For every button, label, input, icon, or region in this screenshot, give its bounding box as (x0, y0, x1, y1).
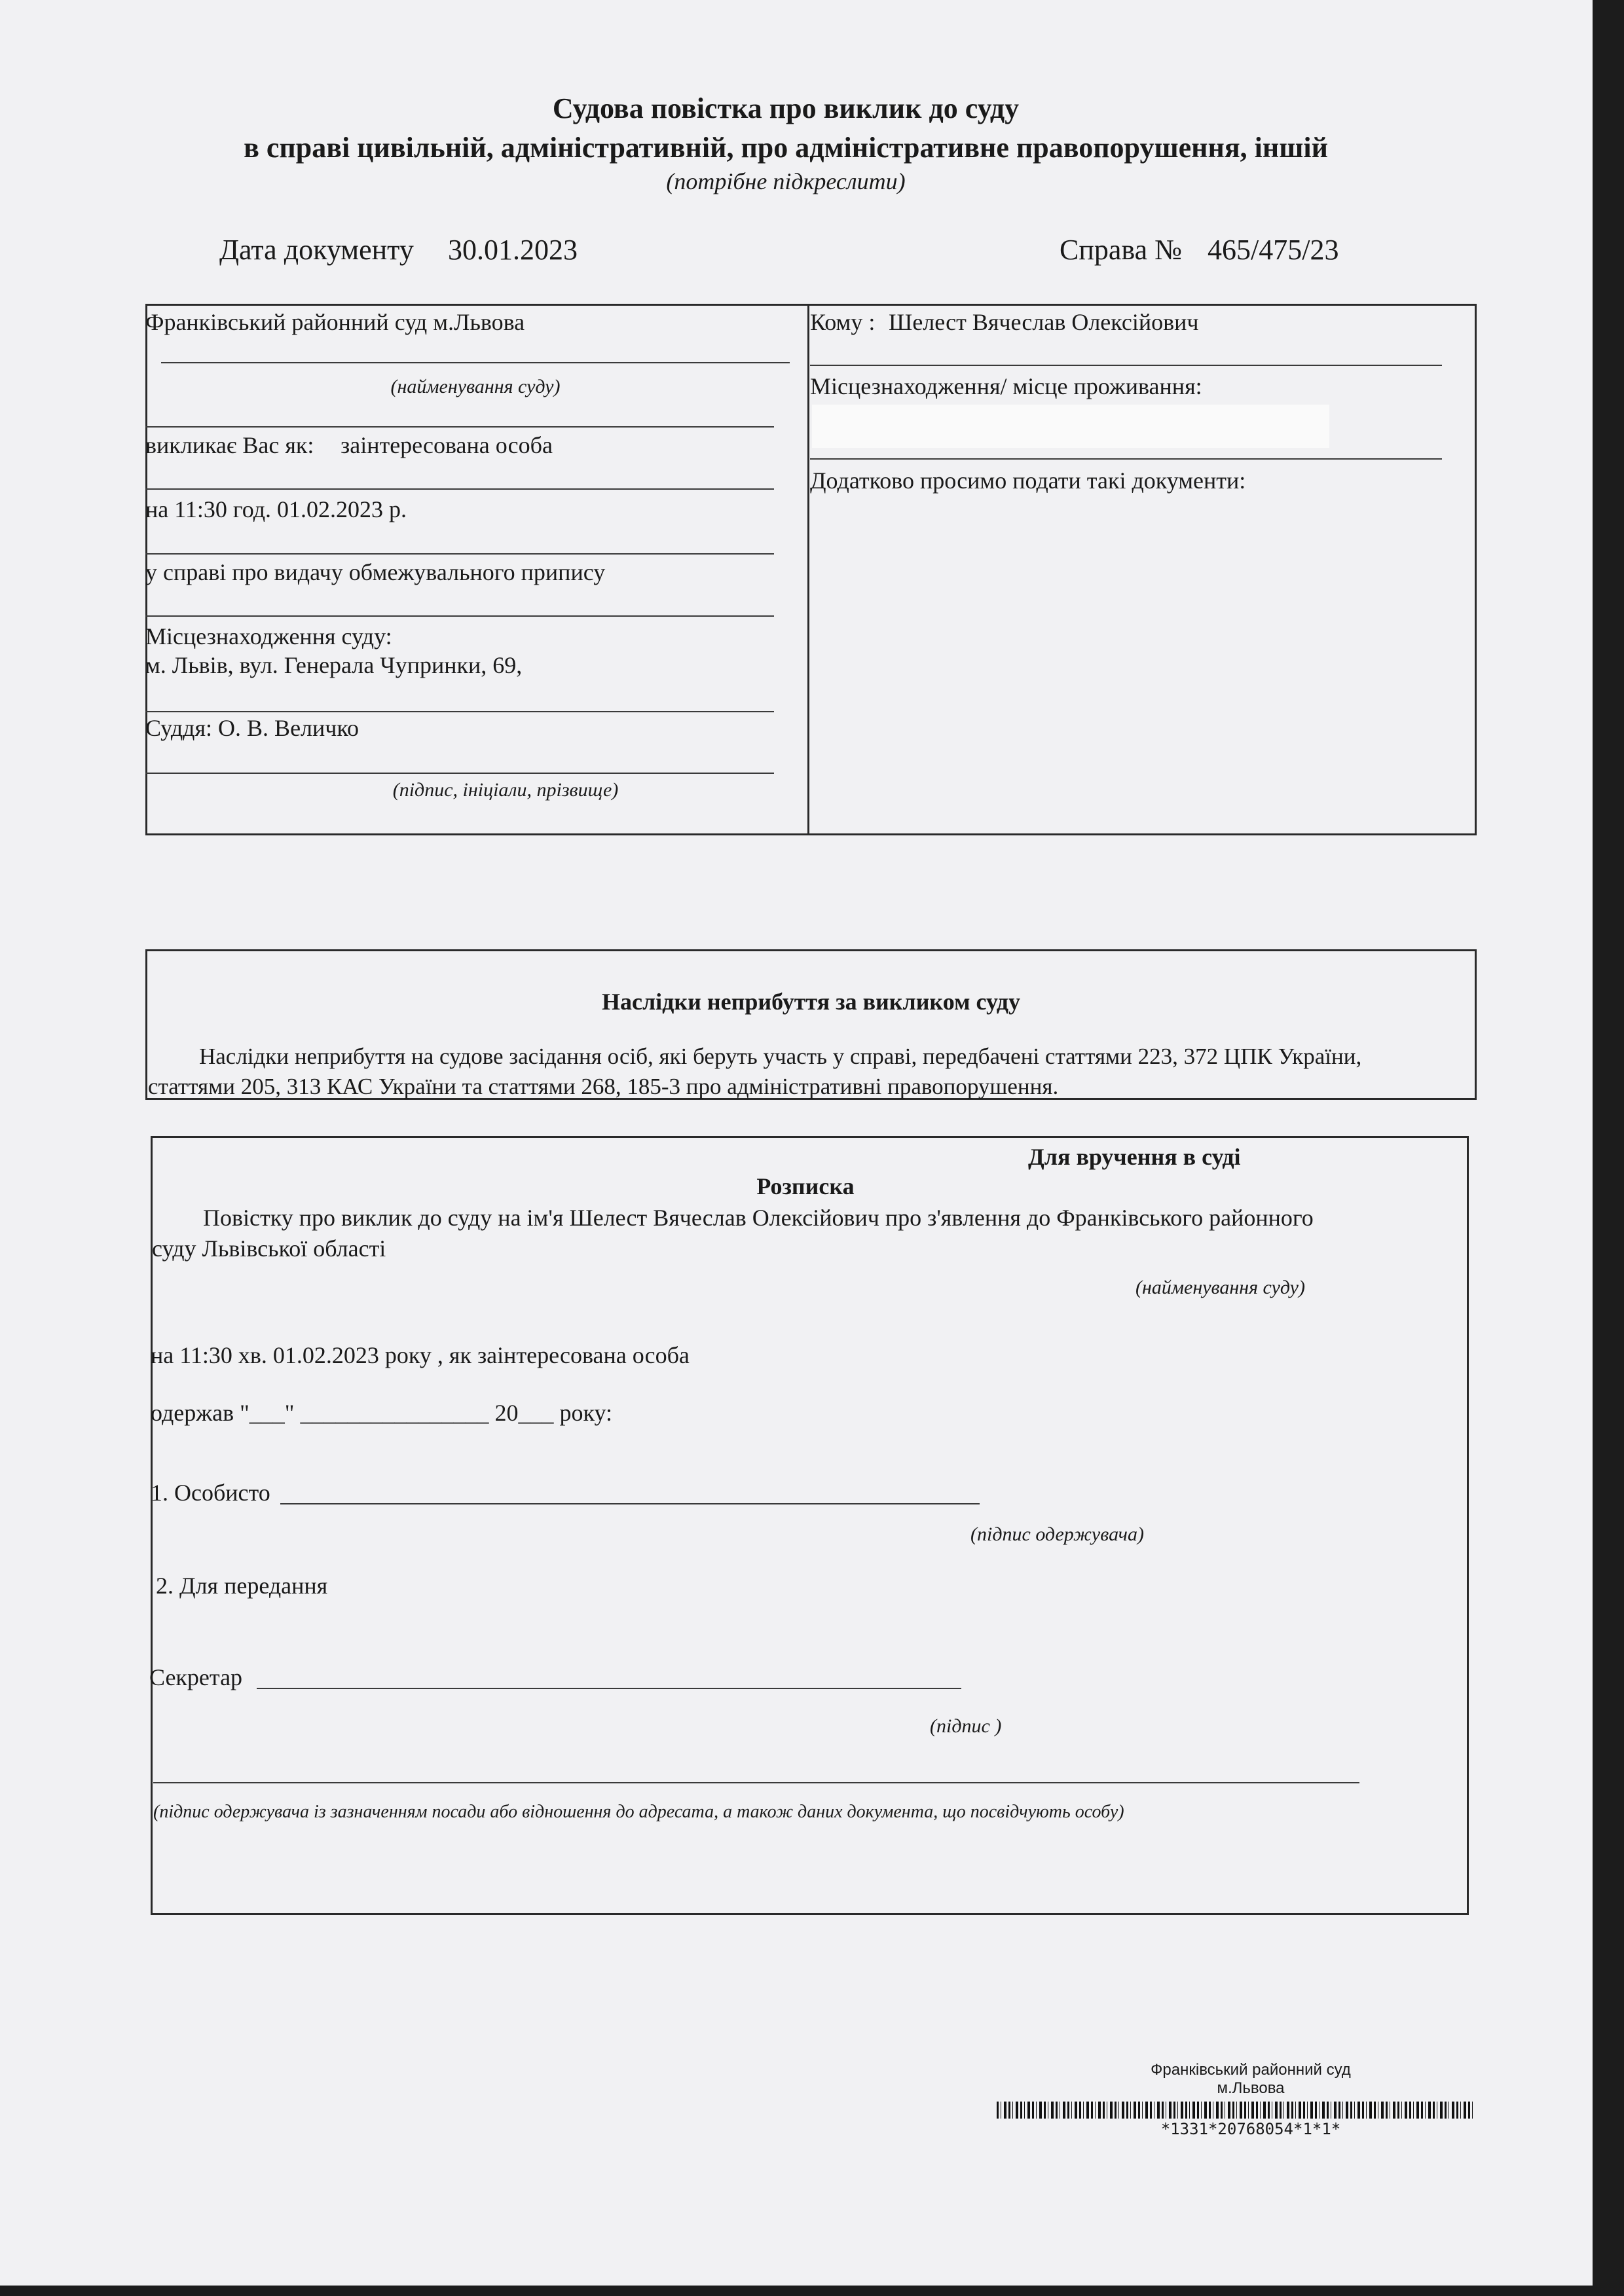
received-line: одержав "___" ________________ 20___ року: (151, 1400, 613, 1426)
case-label: Справа № (1060, 234, 1183, 266)
court-name: Франківський районний суд м.Львова (145, 309, 525, 335)
court-address: м. Львів, вул. Генерала Чупринки, 69, (145, 652, 523, 678)
receipt-line-1: Повістку про виклик до суду на ім'я Шелест Вячеслав Олексійович про з'явлення до Франківського районного (203, 1205, 1314, 1231)
title-line-1: Судова повістка про виклик до суду (552, 92, 1020, 124)
title-line-2: в справі цивільній, адміністративній, про адміністративне правопорушення, іншій (244, 132, 1328, 164)
receipt-title: Розписка (756, 1173, 855, 1199)
receipt-court-caption: (найменування суду) (1135, 1277, 1305, 1298)
secretary-caption: (підпис ) (930, 1715, 1002, 1737)
consequences-title: Наслідки неприбуття за викликом суду (602, 989, 1020, 1015)
residence-label: Місцезнаходження/ місце проживання: (810, 373, 1202, 399)
recipient-label: Кому : (810, 309, 876, 335)
consequences-text-2: статтями 205, 313 КАС України та статтями 268, 185-3 про адміністративні правопорушення. (148, 1074, 1059, 1099)
personally-label: 1. Особисто (151, 1480, 270, 1506)
receipt-line-2: суду Львівської області (152, 1235, 386, 1262)
personally-caption: (підпис одержувача) (970, 1523, 1144, 1545)
court-location-label: Місцезнаходження суду: (145, 623, 392, 649)
barcode-text: *1331*20768054*1*1* (1160, 2120, 1341, 2138)
judge-caption: (підпис, ініціали, прізвище) (392, 779, 619, 801)
title-note: (потрібне підкреслити) (666, 168, 906, 194)
judge: Суддя: О. В. Величко (145, 715, 360, 741)
summons-divider (807, 304, 809, 835)
case-number: 465/475/23 (1208, 234, 1339, 266)
stamp-court-line-1: Франківський районний суд (1151, 2061, 1351, 2079)
consequences-text-1: Наслідки неприбуття на судове засідання осіб, які беруть участь у справі, передбачені статтями 223, 372 ЦПК України, (199, 1044, 1362, 1069)
barcode (997, 2102, 1473, 2119)
doc-date-label: Дата документу (219, 234, 414, 266)
role: заінтересована особа (341, 432, 553, 458)
receipt-time: на 11:30 хв. 01.02.2023 року , як заінтересована особа (151, 1342, 690, 1368)
summons-time: на 11:30 год. 01.02.2023 р. (145, 496, 407, 522)
transfer-label: 2. Для передання (156, 1573, 328, 1599)
redacted-address (812, 405, 1329, 448)
case-subject: у справі про видачу обмежувального припису (145, 559, 606, 585)
secretary-label: Секретар (149, 1664, 243, 1690)
stamp-court-line-2: м.Львова (1217, 2079, 1285, 2097)
role-label: викликає Вас як: (145, 432, 314, 458)
recipient: Шелест Вячеслав Олексійович (889, 309, 1199, 335)
scan-edge-bottom (0, 2286, 1624, 2296)
doc-date: 30.01.2023 (448, 234, 578, 266)
for-court: Для вручення в суді (1028, 1144, 1241, 1170)
bottom-caption: (підпис одержувача із зазначенням посади або відношення до адресата, а також даних документа, що посвідчують особу) (153, 1802, 1124, 1822)
documents-label: Додатково просимо подати такі документи: (810, 467, 1246, 494)
court-name-caption: (найменування суду) (390, 376, 561, 397)
scan-edge-right (1593, 0, 1624, 2296)
